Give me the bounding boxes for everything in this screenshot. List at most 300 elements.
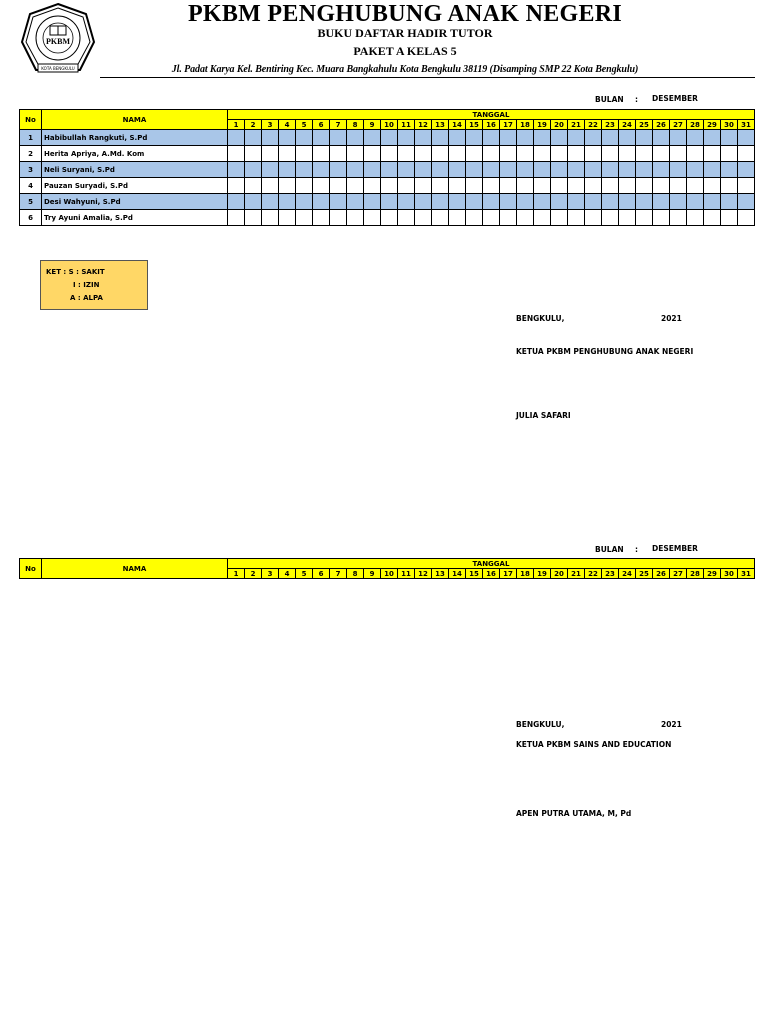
attendance-cell[interactable]	[636, 162, 653, 178]
logo-ribbon: KOTA BENGKULU	[41, 66, 75, 71]
sec2-day-header: 24	[619, 569, 636, 579]
attendance-cell[interactable]	[619, 130, 636, 146]
attendance-cell[interactable]	[279, 130, 296, 146]
year-label-2: 2021	[661, 720, 682, 729]
attendance-cell[interactable]	[330, 210, 347, 226]
attendance-cell[interactable]	[568, 130, 585, 146]
attendance-cell[interactable]	[466, 130, 483, 146]
attendance-cell[interactable]	[738, 194, 755, 210]
sec2-day-header: 8	[347, 569, 364, 579]
day-header: 6	[313, 120, 330, 130]
attendance-cell[interactable]	[313, 146, 330, 162]
sec2-day-header: 30	[721, 569, 738, 579]
attendance-cell[interactable]	[619, 162, 636, 178]
sec2-day-header: 22	[585, 569, 602, 579]
attendance-cell[interactable]	[296, 146, 313, 162]
attendance-cell[interactable]	[721, 210, 738, 226]
table-row	[20, 194, 755, 210]
attendance-cell[interactable]	[330, 194, 347, 210]
day-header: 10	[381, 120, 398, 130]
day-header: 4	[279, 120, 296, 130]
sec2-header-no: No	[20, 559, 42, 579]
signer-title-2: KETUA PKBM SAINS AND EDUCATION	[516, 740, 672, 749]
signer-name-2: APEN PUTRA UTAMA, M, Pd	[516, 809, 632, 818]
attendance-cell[interactable]	[738, 130, 755, 146]
attendance-cell[interactable]	[347, 194, 364, 210]
row-no: 4	[20, 178, 42, 194]
sec2-day-header: 19	[534, 569, 551, 579]
attendance-cell[interactable]	[449, 130, 466, 146]
attendance-cell[interactable]	[721, 178, 738, 194]
sec2-day-header: 13	[432, 569, 449, 579]
day-header: 22	[585, 120, 602, 130]
attendance-cell[interactable]	[381, 178, 398, 194]
attendance-cell[interactable]	[670, 130, 687, 146]
attendance-cell[interactable]	[551, 194, 568, 210]
attendance-cell[interactable]	[483, 146, 500, 162]
attendance-cell[interactable]	[245, 178, 262, 194]
attendance-cell[interactable]	[449, 178, 466, 194]
day-header: 21	[568, 120, 585, 130]
attendance-cell[interactable]	[721, 162, 738, 178]
attendance-cell[interactable]	[432, 178, 449, 194]
day-header: 19	[534, 120, 551, 130]
attendance-cell[interactable]	[330, 178, 347, 194]
attendance-cell[interactable]	[551, 162, 568, 178]
attendance-cell[interactable]	[517, 130, 534, 146]
attendance-cell[interactable]	[704, 210, 721, 226]
day-header: 3	[262, 120, 279, 130]
attendance-cell[interactable]	[449, 162, 466, 178]
attendance-cell[interactable]	[432, 162, 449, 178]
sec2-day-header: 5	[296, 569, 313, 579]
attendance-cell[interactable]	[500, 194, 517, 210]
book-title: BUKU DAFTAR HADIR TUTOR	[317, 26, 493, 40]
attendance-cell[interactable]	[585, 194, 602, 210]
bulan-colon-2: :	[635, 545, 638, 554]
attendance-cell[interactable]	[313, 194, 330, 210]
attendance-cell[interactable]	[636, 194, 653, 210]
attendance-cell[interactable]	[602, 194, 619, 210]
city-label-2: BENGKULU,	[516, 720, 565, 729]
attendance-cell[interactable]	[347, 146, 364, 162]
attendance-cell[interactable]	[466, 210, 483, 226]
attendance-cell[interactable]	[500, 162, 517, 178]
attendance-cell[interactable]	[296, 178, 313, 194]
attendance-cell[interactable]	[262, 146, 279, 162]
attendance-cell[interactable]	[687, 146, 704, 162]
bulan-value: DESEMBER	[652, 94, 698, 103]
table-row	[20, 162, 755, 178]
attendance-cell[interactable]	[449, 210, 466, 226]
attendance-cell[interactable]	[602, 178, 619, 194]
attendance-cell[interactable]	[330, 130, 347, 146]
attendance-cell[interactable]	[415, 194, 432, 210]
attendance-cell[interactable]	[500, 178, 517, 194]
attendance-cell[interactable]	[636, 146, 653, 162]
row-no: 2	[20, 146, 42, 162]
attendance-cell[interactable]	[721, 194, 738, 210]
attendance-cell[interactable]	[296, 130, 313, 146]
attendance-cell[interactable]	[517, 194, 534, 210]
attendance-cell[interactable]	[449, 194, 466, 210]
day-header: 31	[738, 120, 755, 130]
sec2-day-header: 31	[738, 569, 755, 579]
sec2-day-header: 15	[466, 569, 483, 579]
sec2-header-nama: NAMA	[42, 559, 228, 579]
attendance-cell[interactable]	[653, 178, 670, 194]
attendance-cell[interactable]	[602, 162, 619, 178]
sec2-day-header: 27	[670, 569, 687, 579]
sec2-day-header: 11	[398, 569, 415, 579]
header-nama: NAMA	[42, 110, 228, 130]
attendance-cell[interactable]	[262, 162, 279, 178]
day-header: 7	[330, 120, 347, 130]
attendance-cell[interactable]	[347, 178, 364, 194]
attendance-cell[interactable]	[228, 210, 245, 226]
attendance-cell[interactable]	[500, 130, 517, 146]
attendance-cell[interactable]	[483, 162, 500, 178]
attendance-cell[interactable]	[466, 178, 483, 194]
row-nama: Desi Wahyuni, S.Pd	[42, 194, 228, 210]
day-header: 8	[347, 120, 364, 130]
attendance-cell[interactable]	[568, 162, 585, 178]
attendance-cell[interactable]	[245, 210, 262, 226]
row-nama: Try Ayuni Amalia, S.Pd	[42, 210, 228, 226]
row-nama: Neli Suryani, S.Pd	[42, 162, 228, 178]
signer-title: KETUA PKBM PENGHUBUNG ANAK NEGERI	[516, 347, 694, 356]
sec2-day-header: 28	[687, 569, 704, 579]
day-header: 18	[517, 120, 534, 130]
attendance-cell[interactable]	[415, 210, 432, 226]
attendance-cell[interactable]	[585, 210, 602, 226]
attendance-cell[interactable]	[500, 210, 517, 226]
attendance-cell[interactable]	[245, 130, 262, 146]
row-nama: Habibullah Rangkuti, S.Pd	[42, 130, 228, 146]
attendance-cell[interactable]	[568, 210, 585, 226]
attendance-cell[interactable]	[398, 130, 415, 146]
attendance-cell[interactable]	[619, 146, 636, 162]
attendance-cell[interactable]	[279, 162, 296, 178]
attendance-cell[interactable]	[313, 210, 330, 226]
attendance-cell[interactable]	[602, 130, 619, 146]
row-no: 5	[20, 194, 42, 210]
attendance-cell[interactable]	[432, 210, 449, 226]
attendance-cell[interactable]	[347, 130, 364, 146]
attendance-cell[interactable]	[670, 194, 687, 210]
day-header: 26	[653, 120, 670, 130]
attendance-cell[interactable]	[704, 194, 721, 210]
bulan-value-2: DESEMBER	[652, 544, 698, 553]
attendance-cell[interactable]	[704, 130, 721, 146]
attendance-cell[interactable]	[517, 162, 534, 178]
attendance-cell[interactable]	[330, 146, 347, 162]
year-label: 2021	[661, 314, 682, 323]
bulan-label: BULAN	[595, 95, 624, 104]
row-nama: Herita Apriya, A.Md. Kom	[42, 146, 228, 162]
day-header: 13	[432, 120, 449, 130]
legend-box	[40, 260, 148, 310]
sec2-day-header: 17	[500, 569, 517, 579]
attendance-cell[interactable]	[228, 146, 245, 162]
attendance-cell[interactable]	[687, 162, 704, 178]
sec2-day-header: 16	[483, 569, 500, 579]
attendance-cell[interactable]	[313, 178, 330, 194]
attendance-cell[interactable]	[466, 194, 483, 210]
attendance-cell[interactable]	[262, 210, 279, 226]
bulan-colon: :	[635, 95, 638, 104]
attendance-cell[interactable]	[483, 194, 500, 210]
attendance-cell[interactable]	[381, 130, 398, 146]
attendance-cell[interactable]	[534, 146, 551, 162]
attendance-cell[interactable]	[432, 130, 449, 146]
attendance-cell[interactable]	[262, 130, 279, 146]
attendance-cell[interactable]	[551, 130, 568, 146]
logo-text: PKBM	[46, 37, 70, 46]
header-tanggal: TANGGAL	[228, 110, 755, 120]
attendance-cell[interactable]	[653, 194, 670, 210]
attendance-cell[interactable]	[398, 210, 415, 226]
attendance-cell[interactable]	[330, 162, 347, 178]
row-no: 3	[20, 162, 42, 178]
day-header: 16	[483, 120, 500, 130]
attendance-cell[interactable]	[245, 194, 262, 210]
class-title: PAKET A KELAS 5	[353, 44, 457, 58]
attendance-cell[interactable]	[262, 178, 279, 194]
day-header: 9	[364, 120, 381, 130]
sec2-day-header: 21	[568, 569, 585, 579]
attendance-cell[interactable]	[245, 162, 262, 178]
day-header: 12	[415, 120, 432, 130]
pkbm-logo	[20, 2, 96, 78]
attendance-cell[interactable]	[500, 146, 517, 162]
attendance-cell[interactable]	[670, 210, 687, 226]
attendance-cell[interactable]	[636, 130, 653, 146]
attendance-table	[19, 109, 755, 226]
sec2-header-tanggal: TANGGAL	[228, 559, 755, 569]
attendance-cell[interactable]	[228, 194, 245, 210]
city-label: BENGKULU,	[516, 314, 565, 323]
attendance-cell[interactable]	[568, 178, 585, 194]
attendance-cell[interactable]	[296, 210, 313, 226]
table-row	[20, 178, 755, 194]
attendance-cell[interactable]	[585, 146, 602, 162]
attendance-cell[interactable]	[415, 178, 432, 194]
attendance-cell[interactable]	[466, 146, 483, 162]
day-header: 17	[500, 120, 517, 130]
attendance-cell[interactable]	[296, 194, 313, 210]
attendance-cell[interactable]	[670, 178, 687, 194]
day-header: 30	[721, 120, 738, 130]
signer-name: JULIA SAFARI	[516, 411, 571, 420]
attendance-cell[interactable]	[687, 130, 704, 146]
attendance-cell[interactable]	[381, 210, 398, 226]
attendance-cell[interactable]	[279, 194, 296, 210]
day-header: 29	[704, 120, 721, 130]
sec2-day-header: 18	[517, 569, 534, 579]
attendance-cell[interactable]	[704, 146, 721, 162]
attendance-cell[interactable]	[738, 178, 755, 194]
sec2-day-header: 14	[449, 569, 466, 579]
attendance-cell[interactable]	[568, 194, 585, 210]
sec2-day-header: 1	[228, 569, 245, 579]
attendance-cell[interactable]	[670, 162, 687, 178]
attendance-cell[interactable]	[381, 162, 398, 178]
sec2-day-header: 2	[245, 569, 262, 579]
attendance-cell[interactable]	[398, 178, 415, 194]
attendance-cell[interactable]	[687, 194, 704, 210]
attendance-table-2	[19, 558, 755, 579]
attendance-cell[interactable]	[432, 194, 449, 210]
attendance-cell[interactable]	[262, 194, 279, 210]
sec2-day-header: 23	[602, 569, 619, 579]
day-header: 11	[398, 120, 415, 130]
attendance-cell[interactable]	[687, 178, 704, 194]
attendance-cell[interactable]	[398, 162, 415, 178]
attendance-cell[interactable]	[483, 130, 500, 146]
sec2-day-header: 7	[330, 569, 347, 579]
sec2-day-header: 10	[381, 569, 398, 579]
attendance-cell[interactable]	[381, 194, 398, 210]
attendance-cell[interactable]	[619, 194, 636, 210]
attendance-cell[interactable]	[517, 210, 534, 226]
table-row	[20, 130, 755, 146]
attendance-cell[interactable]	[347, 210, 364, 226]
day-header: 1	[228, 120, 245, 130]
attendance-cell[interactable]	[296, 162, 313, 178]
sec2-day-header: 6	[313, 569, 330, 579]
attendance-cell[interactable]	[738, 146, 755, 162]
org-title: PKBM PENGHUBUNG ANAK NEGERI	[187, 1, 623, 27]
attendance-cell[interactable]	[653, 210, 670, 226]
row-nama: Pauzan Suryadi, S.Pd	[42, 178, 228, 194]
header-divider	[100, 77, 755, 78]
day-header: 14	[449, 120, 466, 130]
day-header: 20	[551, 120, 568, 130]
attendance-cell[interactable]	[279, 210, 296, 226]
attendance-cell[interactable]	[704, 178, 721, 194]
attendance-cell[interactable]	[415, 162, 432, 178]
attendance-cell[interactable]	[364, 130, 381, 146]
row-no: 1	[20, 130, 42, 146]
attendance-cell[interactable]	[534, 130, 551, 146]
attendance-cell[interactable]	[483, 210, 500, 226]
attendance-cell[interactable]	[483, 178, 500, 194]
attendance-cell[interactable]	[653, 146, 670, 162]
attendance-cell[interactable]	[602, 146, 619, 162]
attendance-cell[interactable]	[534, 162, 551, 178]
table-row	[20, 210, 755, 226]
address-line: Jl. Padat Karya Kel. Bentiring Kec. Muara Bangkahulu Kota Bengkulu 38119 (Disamping SMP 22 Kota Bengkulu)	[171, 64, 639, 75]
attendance-cell[interactable]	[551, 178, 568, 194]
attendance-cell[interactable]	[636, 178, 653, 194]
attendance-cell[interactable]	[534, 194, 551, 210]
sec2-day-header: 9	[364, 569, 381, 579]
row-no: 6	[20, 210, 42, 226]
attendance-cell[interactable]	[381, 146, 398, 162]
sec2-day-header: 20	[551, 569, 568, 579]
attendance-cell[interactable]	[415, 130, 432, 146]
header-no: No	[20, 110, 42, 130]
bulan-label-2: BULAN	[595, 545, 624, 554]
attendance-cell[interactable]	[245, 146, 262, 162]
attendance-cell[interactable]	[738, 162, 755, 178]
attendance-cell[interactable]	[704, 162, 721, 178]
attendance-cell[interactable]	[585, 130, 602, 146]
attendance-cell[interactable]	[432, 146, 449, 162]
attendance-cell[interactable]	[466, 162, 483, 178]
attendance-cell[interactable]	[721, 146, 738, 162]
attendance-cell[interactable]	[738, 210, 755, 226]
attendance-cell[interactable]	[228, 130, 245, 146]
attendance-cell[interactable]	[279, 146, 296, 162]
attendance-cell[interactable]	[687, 210, 704, 226]
day-header: 25	[636, 120, 653, 130]
attendance-cell[interactable]	[517, 146, 534, 162]
sec2-day-header: 25	[636, 569, 653, 579]
attendance-cell[interactable]	[364, 178, 381, 194]
attendance-cell[interactable]	[568, 146, 585, 162]
attendance-cell[interactable]	[636, 210, 653, 226]
attendance-cell[interactable]	[398, 194, 415, 210]
attendance-cell[interactable]	[364, 194, 381, 210]
attendance-cell[interactable]	[517, 178, 534, 194]
legend-line-alpa: A : ALPA	[70, 294, 103, 302]
attendance-cell[interactable]	[313, 162, 330, 178]
attendance-cell[interactable]	[551, 146, 568, 162]
attendance-cell[interactable]	[602, 210, 619, 226]
attendance-cell[interactable]	[585, 162, 602, 178]
day-header: 5	[296, 120, 313, 130]
attendance-cell[interactable]	[551, 210, 568, 226]
attendance-cell[interactable]	[415, 146, 432, 162]
attendance-cell[interactable]	[721, 130, 738, 146]
attendance-cell[interactable]	[619, 210, 636, 226]
attendance-cell[interactable]	[619, 178, 636, 194]
attendance-cell[interactable]	[364, 162, 381, 178]
day-header: 27	[670, 120, 687, 130]
attendance-cell[interactable]	[347, 162, 364, 178]
day-header: 2	[245, 120, 262, 130]
attendance-cell[interactable]	[585, 178, 602, 194]
sec2-day-header: 26	[653, 569, 670, 579]
attendance-cell[interactable]	[670, 146, 687, 162]
table-row	[20, 146, 755, 162]
attendance-cell[interactable]	[534, 178, 551, 194]
day-header: 23	[602, 120, 619, 130]
attendance-cell[interactable]	[534, 210, 551, 226]
attendance-cell[interactable]	[653, 162, 670, 178]
day-header: 24	[619, 120, 636, 130]
attendance-cell[interactable]	[228, 178, 245, 194]
attendance-cell[interactable]	[364, 146, 381, 162]
attendance-cell[interactable]	[364, 210, 381, 226]
legend-line-izin: I : IZIN	[73, 281, 100, 289]
attendance-cell[interactable]	[313, 130, 330, 146]
sec2-day-header: 12	[415, 569, 432, 579]
day-header: 15	[466, 120, 483, 130]
sec2-day-header: 29	[704, 569, 721, 579]
legend-line-sakit: KET : S : SAKIT	[46, 268, 105, 276]
attendance-cell[interactable]	[449, 146, 466, 162]
day-header: 28	[687, 120, 704, 130]
sec2-day-header: 3	[262, 569, 279, 579]
attendance-cell[interactable]	[279, 178, 296, 194]
sec2-day-header: 4	[279, 569, 296, 579]
attendance-cell[interactable]	[228, 162, 245, 178]
attendance-cell[interactable]	[398, 146, 415, 162]
attendance-cell[interactable]	[653, 130, 670, 146]
